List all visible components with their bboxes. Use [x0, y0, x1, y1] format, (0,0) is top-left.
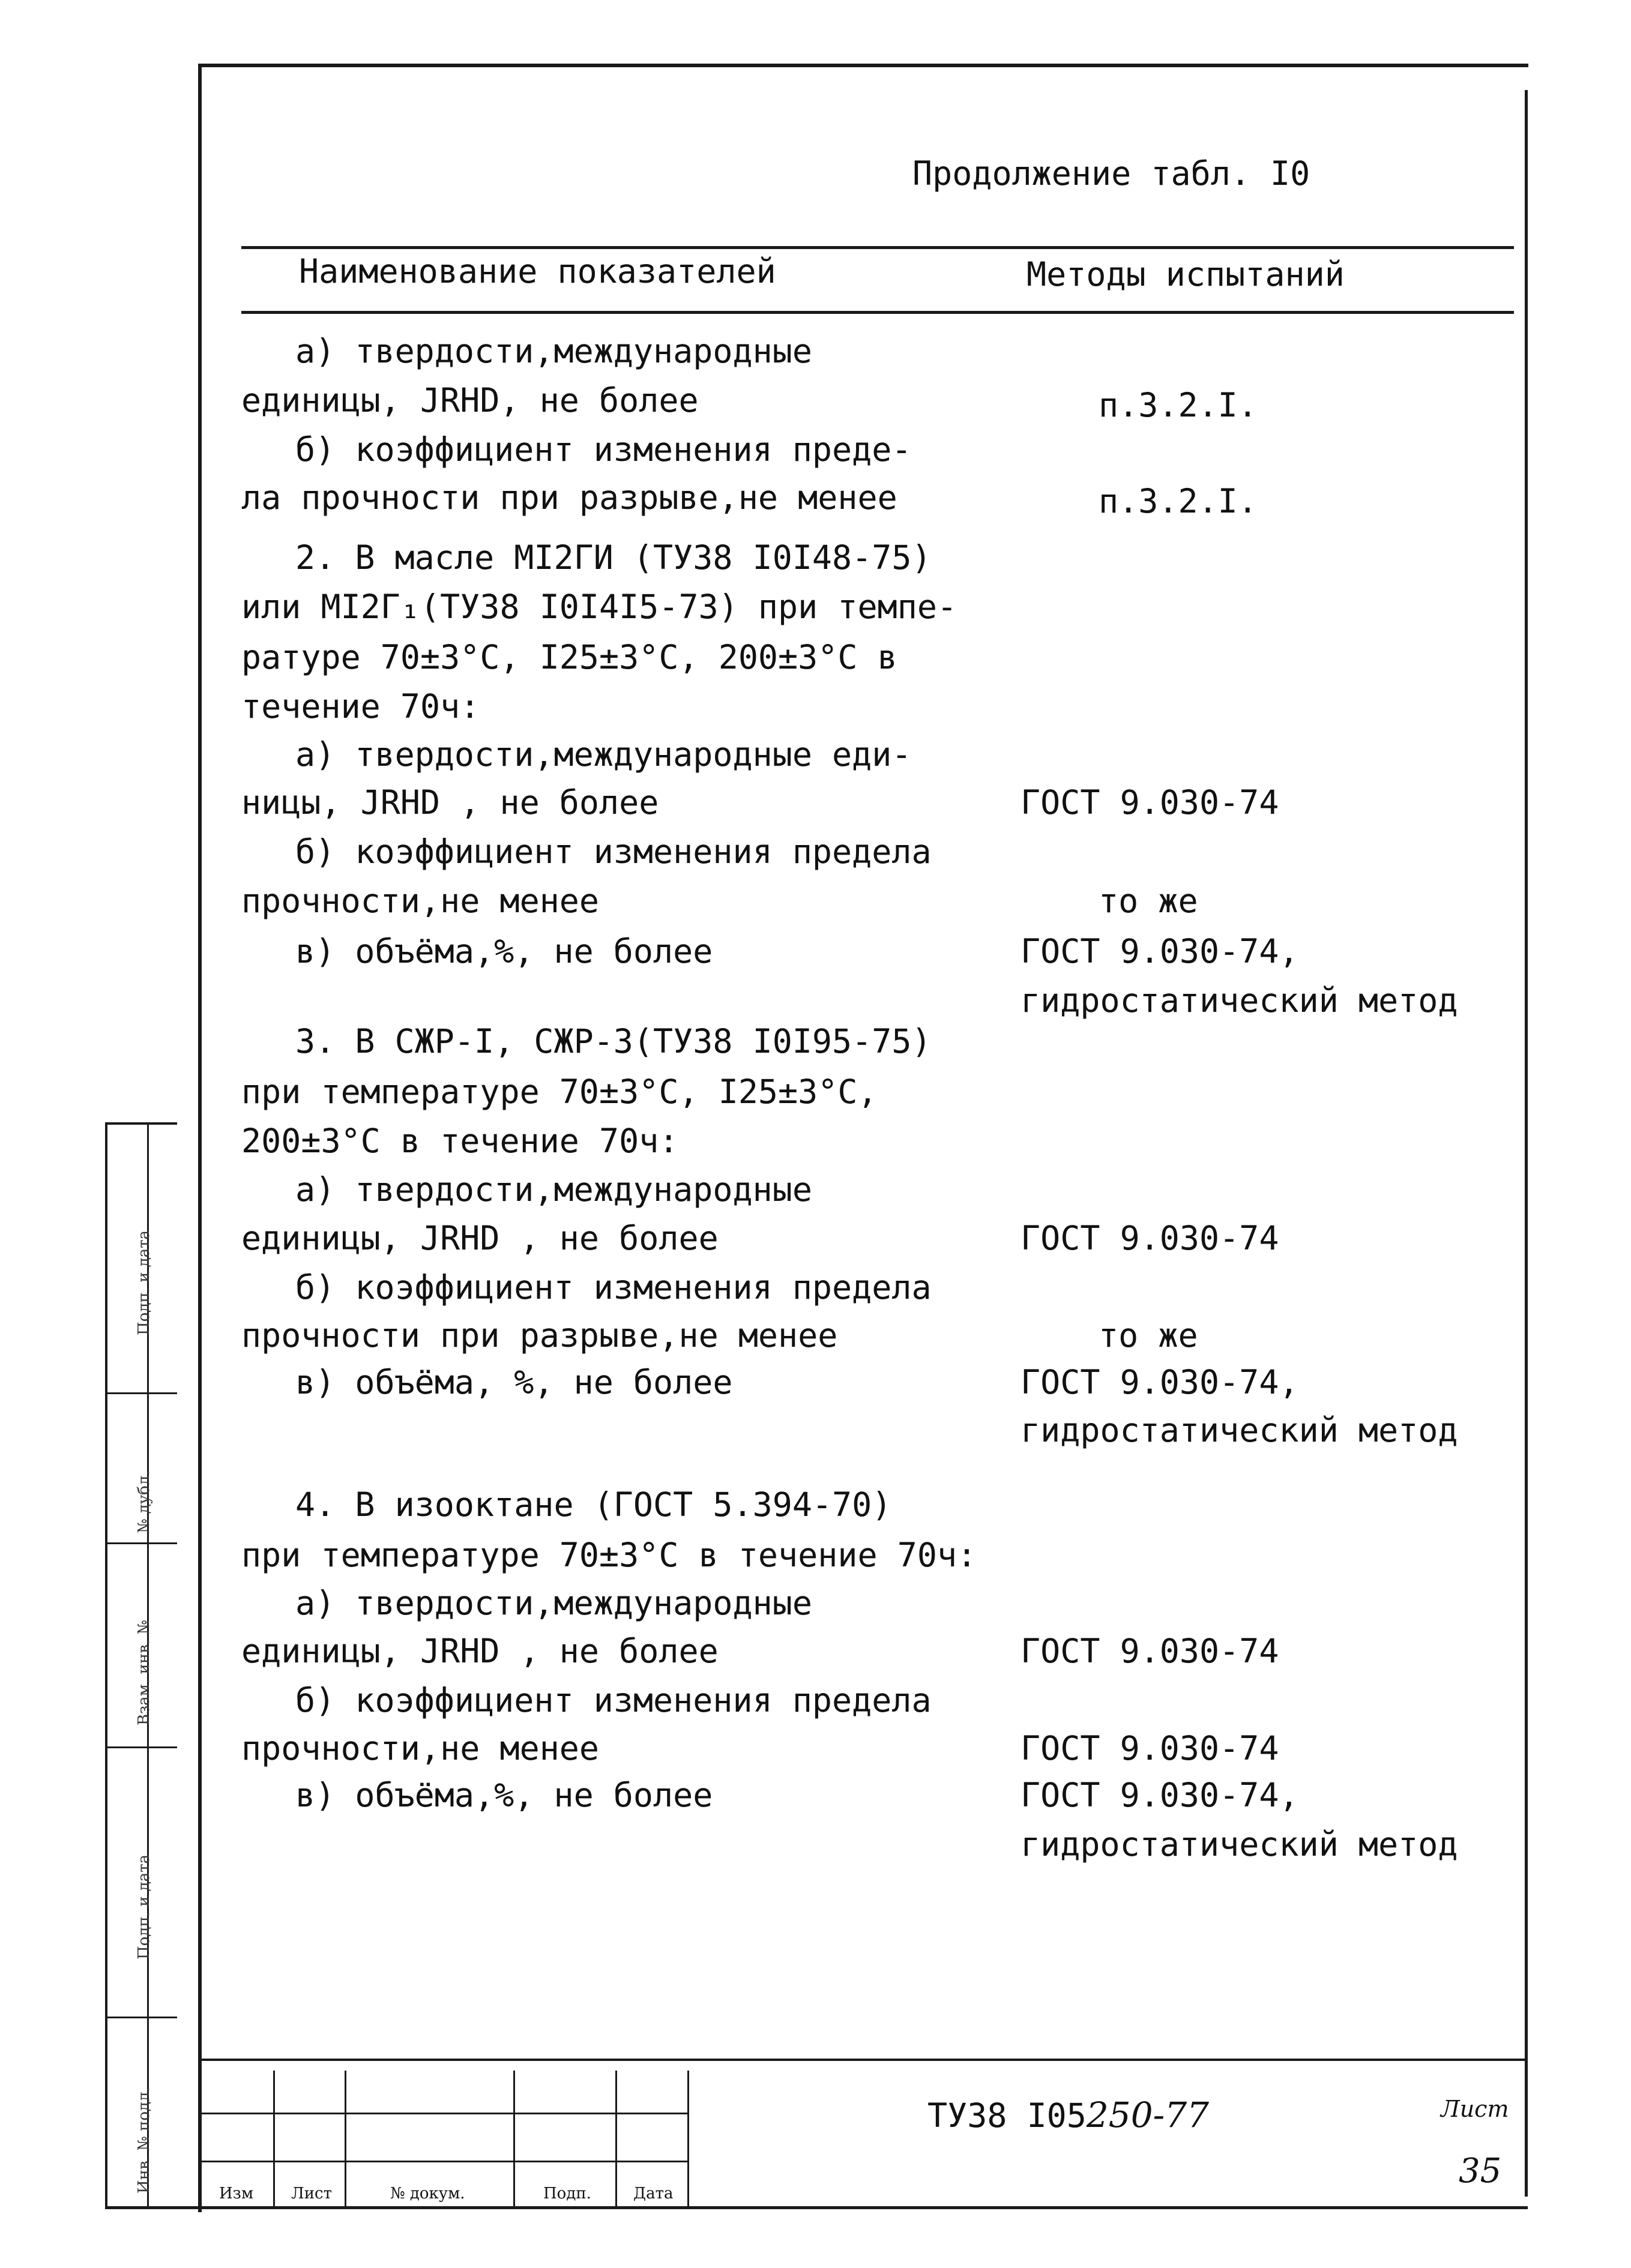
stamp-col-rule [273, 2071, 275, 2207]
row-text: при температуре 70±3°C, I25±3°C, [241, 1072, 878, 1111]
side-label-repl-inv: Взам. инв. № [135, 1620, 153, 1725]
doc-code-handwritten: 250-77 [1086, 2095, 1210, 2135]
row-text: или МI2Г₁(ТУ38 I0I4I5-73) при темпе- [241, 588, 957, 626]
row-text: при температуре 70±3°C в течение 70ч: [241, 1536, 977, 1574]
row-text: б) коэффициент изменения предела [295, 1268, 932, 1307]
row-text: б) коэффициент изменения преде- [295, 430, 912, 469]
row-text: а) твердости,международные еди- [295, 735, 912, 774]
row-text: 2. В масле МI2ГИ (ТУ38 I0I48-75) [295, 538, 932, 577]
stamp-col-rule [615, 2071, 617, 2207]
row-text: 200±3°C в течение 70ч: [241, 1122, 679, 1160]
method-cell: гидростатический метод [1021, 981, 1458, 1020]
side-label-sign-date-2: Подп. и дата [135, 1854, 153, 1960]
column-header-method: Методы испытаний [1027, 255, 1345, 293]
method-cell: ГОСТ 9.030-74, [1021, 1776, 1299, 1814]
header-rule-top [241, 246, 1514, 249]
row-text: ницы, JRHD , не более [241, 783, 659, 822]
sheet-label: Лист [1441, 2096, 1509, 2122]
frame-right [1525, 90, 1528, 2197]
side-strip-top [105, 1122, 177, 1125]
row-text: 3. В СЖР-I, СЖР-3(ТУ38 I0I95-75) [295, 1022, 932, 1060]
frame-bottom [105, 2206, 1528, 2209]
method-cell: то же [1099, 882, 1198, 920]
row-text: прочности при разрыве,не менее [241, 1316, 838, 1355]
stamp-col-sign: Подп. [543, 2185, 591, 2203]
method-cell: ГОСТ 9.030-74 [1021, 1632, 1279, 1670]
doc-code [927, 2095, 1210, 2135]
row-text: единицы, JRHD , не более [241, 1219, 719, 1257]
method-cell: п.3.2.I. [1099, 482, 1258, 520]
stamp-col-rule [513, 2071, 515, 2207]
stamp-col-rule [345, 2071, 346, 2207]
side-label-sign-date: Подп. и дата [135, 1230, 153, 1335]
row-text: в) объёма,%, не более [295, 1776, 713, 1814]
method-cell: п.3.2.I. [1099, 386, 1258, 424]
method-cell: то же [1099, 1316, 1198, 1355]
stamp-top-rule [202, 2059, 1526, 2061]
row-text: прочности,не менее [241, 1729, 600, 1767]
row-text: единицы, JRHD , не более [241, 1632, 719, 1670]
stamp-col-sheet: Лист [291, 2185, 332, 2203]
row-text: в) объёма,%, не более [295, 932, 713, 970]
stamp-col-change: Изм [219, 2185, 254, 2203]
method-cell: гидростатический метод [1021, 1825, 1458, 1863]
method-cell: ГОСТ 9.030-74 [1021, 783, 1279, 822]
side-row-rule [105, 2017, 177, 2018]
row-text: 4. В изооктане (ГОСТ 5.394-70) [295, 1485, 892, 1524]
side-row-rule [105, 1746, 177, 1748]
row-text: прочности,не менее [241, 882, 600, 920]
row-text: единицы, JRHD, не более [241, 381, 699, 420]
stamp-col-date: Дата [633, 2185, 674, 2203]
row-text: в) объёма, %, не более [295, 1363, 733, 1401]
method-cell: гидростатический метод [1021, 1411, 1458, 1449]
row-text: б) коэффициент изменения предела [295, 1681, 932, 1719]
method-cell: ГОСТ 9.030-74, [1021, 932, 1299, 970]
frame-left [198, 64, 202, 2212]
side-row-rule [105, 1392, 177, 1394]
row-text: а) твердости,международные [295, 332, 812, 370]
row-text: а) твердости,международные [295, 1584, 812, 1622]
method-cell: ГОСТ 9.030-74, [1021, 1363, 1299, 1401]
sheet-number: 35 [1459, 2152, 1502, 2191]
row-text: б) коэффициент изменения предела [295, 832, 932, 871]
row-text: ратуре 70±3°C, I25±3°C, 200±3°C в [241, 638, 897, 676]
doc-code-printed: ТУ38 I05 [927, 2096, 1087, 2135]
stamp-col-doc: № докум. [390, 2185, 465, 2203]
side-row-rule [105, 1542, 177, 1544]
method-cell: ГОСТ 9.030-74 [1021, 1729, 1279, 1767]
row-text: течение 70ч: [241, 687, 480, 726]
side-label-inv-orig: Инв. № подл. [135, 2087, 153, 2194]
side-label-dupl: № дубл. [135, 1470, 153, 1533]
row-text: а) твердости,международные [295, 1170, 812, 1209]
table-caption: Продолжение табл. I0 [912, 154, 1310, 193]
header-rule-bottom [241, 311, 1514, 314]
side-strip-left [105, 1122, 107, 2209]
row-text: ла прочности при разрыве,не менее [241, 478, 897, 517]
column-header-indicator: Наименование показателей [299, 252, 776, 290]
method-cell: ГОСТ 9.030-74 [1021, 1219, 1279, 1257]
frame-top [198, 64, 1528, 67]
stamp-col-rule [687, 2071, 689, 2207]
